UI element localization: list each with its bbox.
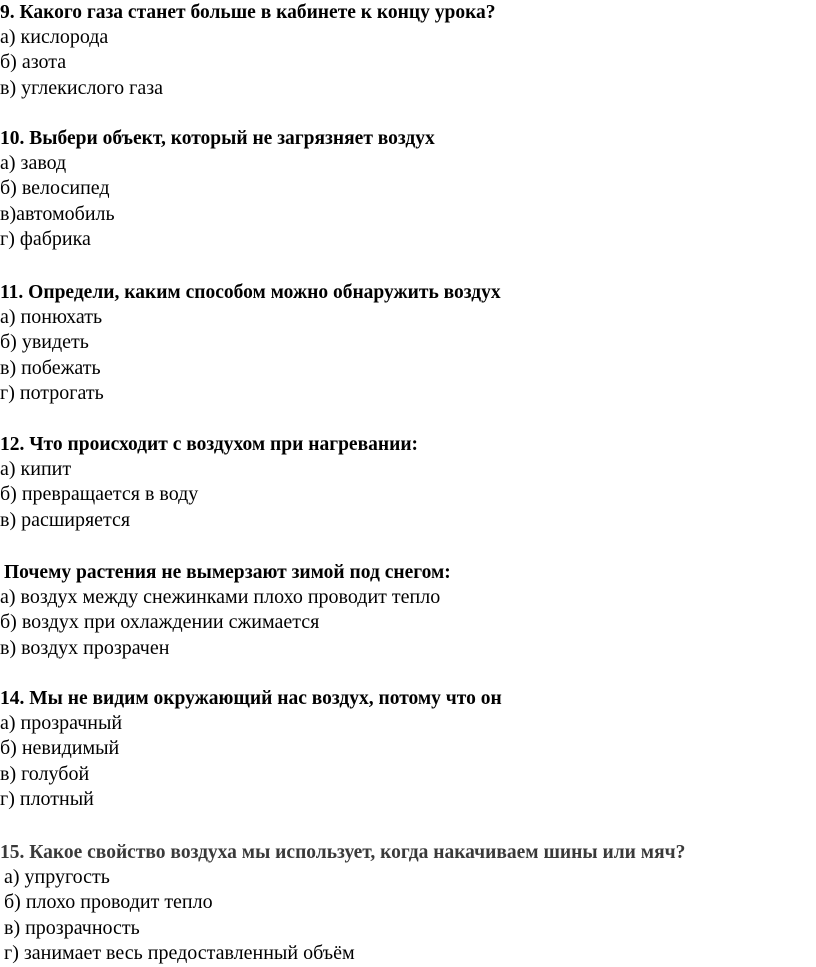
answer-option: б) плохо проводит тепло (4, 891, 213, 914)
question-14 (0, 686, 816, 812)
question-title: 14. Мы не видим окружающий нас воздух, потому что он (0, 688, 502, 709)
answer-option: а) понюхать (0, 306, 103, 329)
answer-option: б) невидимый (0, 737, 120, 760)
question-12 (0, 432, 816, 533)
answer-option: в) прозрачность (4, 916, 140, 939)
question-10 (0, 126, 816, 252)
question-title: 12. Что происходит с воздухом при нагревании: (0, 434, 419, 455)
question-title: 9. Какого газа станет больше в кабинете к концу урока? (0, 2, 496, 23)
answer-option: г) занимает весь предоставленный объём (4, 941, 355, 964)
answer-option: а) упругость (4, 866, 110, 889)
answer-option: г) фабрика (0, 227, 91, 250)
question-13 (0, 560, 816, 661)
answer-option: а) воздух между снежинками плохо проводит тепло (0, 586, 441, 609)
answer-option: в) голубой (0, 762, 90, 785)
answer-option: б) превращается в воду (0, 483, 199, 506)
answer-option: в) углекислого газа (0, 76, 163, 99)
answer-option: б) азота (0, 51, 67, 74)
answer-option: г) плотный (0, 787, 94, 810)
question-title: 11. Определи, каким способом можно обнаружить воздух (0, 282, 501, 303)
question-title: 15. Какое свойство воздуха мы использует, когда накачиваем шины или мяч? (0, 842, 686, 863)
question-title: 10. Выбери объект, который не загрязняет воздух (0, 128, 435, 149)
answer-option: в) воздух прозрачен (0, 636, 170, 659)
question-11 (0, 280, 816, 406)
answer-option: б) велосипед (0, 177, 110, 200)
answer-option: б) воздух при охлаждении сжимается (0, 611, 320, 634)
answer-option: а) завод (0, 152, 67, 175)
answer-option: б) увидеть (0, 331, 89, 354)
question-15 (0, 840, 816, 966)
answer-option: в) побежать (0, 356, 101, 379)
question-title: Почему растения не вымерзают зимой под снегом: (4, 562, 451, 583)
answer-option: а) кислорода (0, 26, 109, 49)
answer-option: г) потрогать (0, 381, 104, 404)
question-9 (0, 0, 816, 101)
answer-option: а) прозрачный (0, 712, 123, 735)
answer-option: а) кипит (0, 458, 72, 481)
answer-option: в) расширяется (0, 508, 131, 531)
answer-option: в)автомобиль (0, 202, 115, 225)
